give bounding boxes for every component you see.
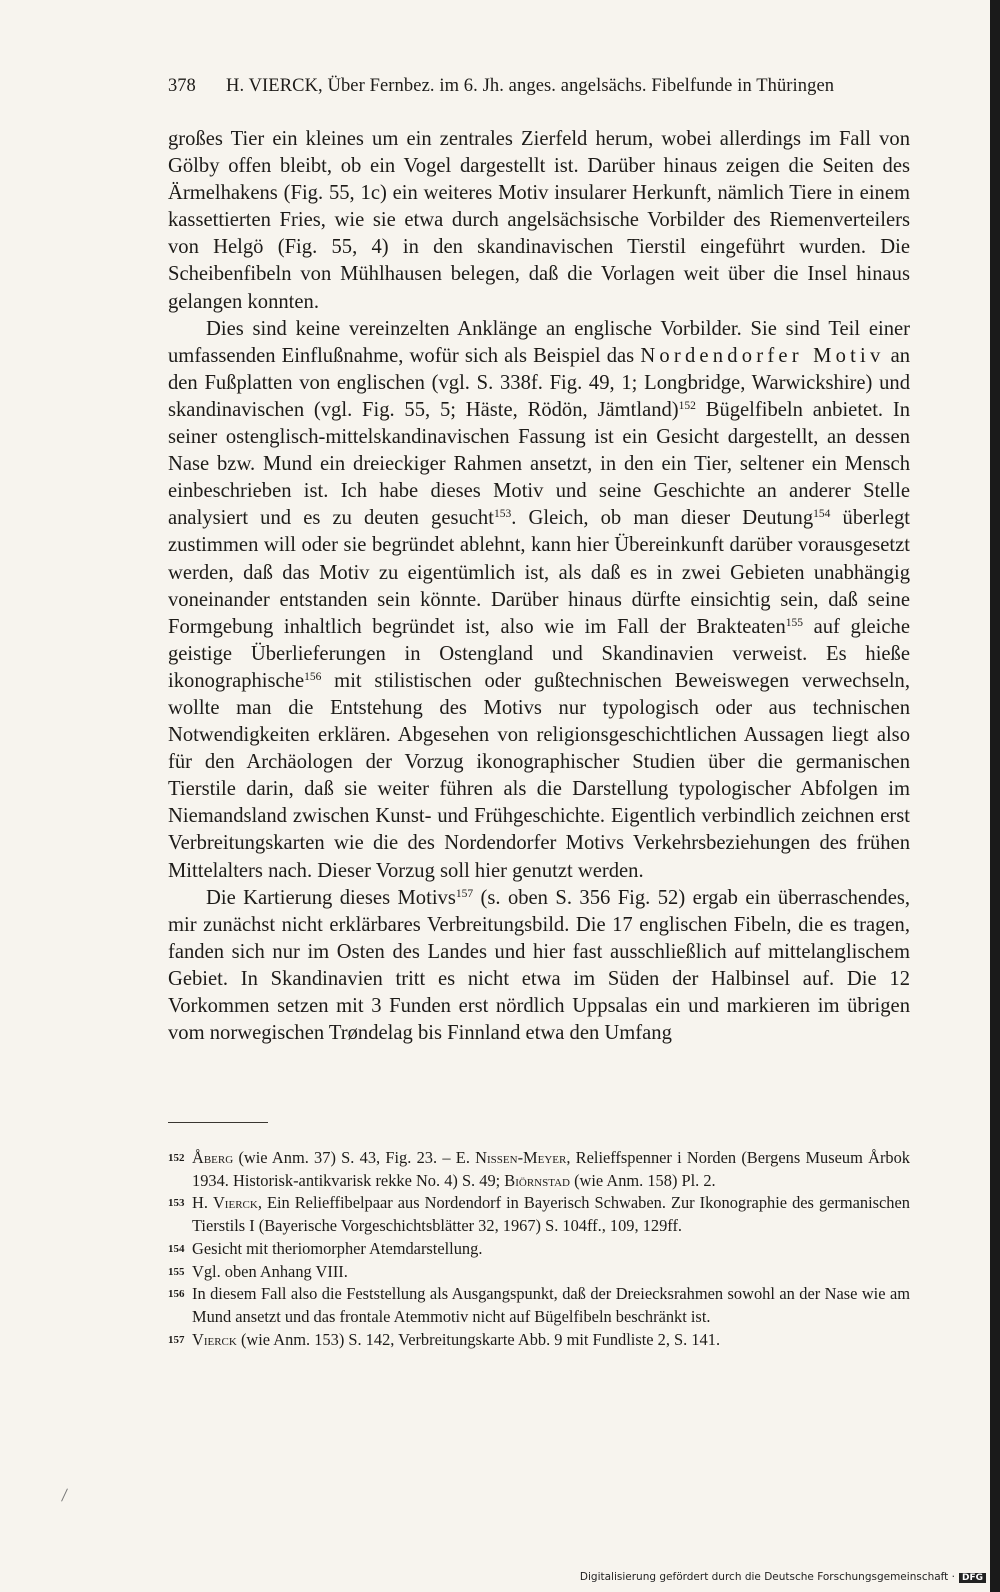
- text-run: (wie Anm. 37) S. 43, Fig. 23. – E.: [233, 1148, 476, 1167]
- footnote-text: [192, 1147, 910, 1192]
- text-run: Die Kartierung dieses Motivs: [206, 886, 456, 909]
- scan-page-edge: [990, 0, 1000, 1592]
- author-name: Vierck: [212, 1193, 258, 1213]
- footnote-number: 157: [168, 1333, 185, 1346]
- paragraph-1: großes Tier ein kleines um ein zentrales Zierfeld herum, wobei allerdings im Fall von Gölby offen bleibt, ob ein Vogel dargestellt ist. Darüber hinaus zeigen die Seiten des Ärmelhakens (Fig. 55, 1c) ein weiteres Motiv insularer Herkunft, nämlich Tiere in einem kassettierten Fries, wie sie etwa durch angelsächsische Vorbilder des Riemenverteilers von Helgö (Fig. 55, 4) in den skandinavischen Tierstil eingeführt wurden. Die Scheibenfibeln von Mühlhausen belegen, daß die Vorlagen weit über die Insel hinaus gelangen konnten.: [168, 128, 910, 313]
- dfg-logo: DFG: [959, 1573, 986, 1583]
- pencil-mark: [61, 1488, 68, 1501]
- footnote-ref-155[interactable]: 155: [785, 616, 803, 629]
- footnote-text: [192, 1329, 910, 1352]
- footer-text: Digitalisierung gefördert durch die Deutsche Forschungsgemeinschaft ·: [579, 1571, 955, 1583]
- footnote-text: Gesicht mit theriomorpher Atemdarstellung.: [192, 1238, 483, 1258]
- footnote-ref-154[interactable]: 154: [813, 508, 831, 521]
- footnote-number: 156: [168, 1288, 185, 1301]
- text-run: Bügelfibeln anbietet. In seiner ostenglisch-mittelskandinavischen Fassung ist ein Gesicht dargestellt, an dessen Nase bzw. Mund ein dreieckiger Rahmen ansetzt, in den ein Tier, seltener ein Mensch einbeschrieben ist. Ich habe dieses Motiv und seine Geschichte an anderer Stelle analysiert und es zu deuten gesucht: [168, 398, 911, 530]
- footnote-rule: [168, 1122, 268, 1123]
- footnote-ref-157[interactable]: 157: [455, 887, 474, 900]
- footnote-ref-156[interactable]: 156: [304, 670, 322, 683]
- text-run: (s. oben S. 356 Fig. 52) ergab ein überraschendes, mir zunächst nicht erklärbares Verbreitungsbild. Die 17 englischen Fibeln, die es tragen, fanden sich nur im Osten des Landes und hier fast ausschließlich auf mittelanglischem Gebiet. In Skandinavien tritt es nicht etwa im Süden der Halbinsel auf. Die 12 Vorkommen setzen mit 3 Funden erst nördlich Uppsalas ein und markieren im übrigen vom norwegischen Trøndelag bis Finnland etwa den Umfang: [168, 886, 910, 1045]
- author-name: Åberg: [192, 1148, 234, 1167]
- running-title: H. VIERCK, Über Fernbez. im 6. Jh. anges. angelsächs. Fibelfunde in Thüringen: [226, 76, 835, 96]
- text-run: an den Fußplatten von englischen (vgl. S. 338f. Fig. 49, 1; Longbridge, Warwickshire) und skandinavischen (vgl. Fig. 55, 5; Häste, Rödön, Jämtland): [168, 344, 911, 421]
- footnote-156: [168, 1283, 910, 1328]
- paragraph-2: [168, 316, 910, 885]
- running-header: [168, 76, 910, 97]
- footnote-ref-153[interactable]: 153: [493, 508, 512, 521]
- text-run: Dies sind keine vereinzelten Anklänge an englische Vorbilder. Sie sind Teil einer umfassenden Einflußnahme, wofür sich als Beispiel das: [168, 317, 910, 367]
- author-name: Nissen-Meyer: [475, 1148, 567, 1167]
- digitization-footer: [580, 1571, 986, 1583]
- text-run: H.: [192, 1193, 213, 1213]
- footnote-152: [168, 1147, 910, 1192]
- footnote-number: 152: [168, 1152, 185, 1164]
- footnote-text: [192, 1192, 910, 1237]
- footnote-155: [168, 1261, 910, 1284]
- main-text: [168, 126, 910, 1047]
- text-run: mit stilistischen oder gußtechnischen Beweiswegen verwechseln, wollte man die Entstehung des Motivs nur typologisch oder aus technischen Notwendigkeiten erklären. Abgesehen von religionsgeschichtlichen Aussagen liegt also für den Archäologen der Vorzug ikonographischer Studien über die germanischen Tierstile darin, daß sie weiter führen als die Darstellung typologischer Abfolgen im Niemandsland zwischen Kunst- und Frühgeschichte. Eigentlich verbindlich zeichnen erst Verbreitungskarten wie die des Nordendorfer Motivs Verkehrsbeziehungen des frühen Mittelalters nach. Dieser Vorzug soll hier genutzt werden.: [168, 669, 910, 882]
- text-run: überlegt zustimmen will oder sie begründet ablehnt, kann hier Übereinkunft darüber vorausgesetzt werden, daß das Motiv zu eigentümlich ist, als daß es in zwei Gebieten unabhängig voneinander entstanden sein könnte. Darüber hinaus dürfte einsichtig sein, daß seine Formgebung inhaltlich begründet ist, also wie im Fall der Brakteaten: [168, 507, 911, 638]
- text-run: , Relieffspenner i Norden (Bergens Museum Årbok 1934. Historisk-antikvarisk rekke No. 4) S. 49;: [192, 1148, 910, 1190]
- spaced-term: Nordendorfer Motiv: [640, 344, 885, 367]
- footnote-text: In diesem Fall also die Feststellung als Ausgangspunkt, daß der Dreiecksrahmen sowohl an der Nase wie am Mund ansetzt und das frontale Atemmotiv nicht auf Bügelfibeln beschränkt ist.: [192, 1284, 910, 1326]
- author-name: Vierck: [192, 1329, 237, 1349]
- author-name: Biörnstad: [504, 1170, 570, 1190]
- text-run: auf gleiche geistige Überlieferungen in Ostengland und Skandinavien verweist. Es hieße ikonographische: [168, 615, 910, 692]
- footnote-number: 154: [168, 1242, 185, 1255]
- text-run: , Ein Relieffibelpaar aus Nordendorf in Bayerisch Schwaben. Zur Ikonographie des germanischen Tierstils I (Bayerische Vorgeschichtsblätter 32, 1967) S. 104ff., 109, 129ff.: [192, 1193, 910, 1236]
- footnote-154: [168, 1238, 910, 1261]
- text-run: (wie Anm. 158) Pl. 2.: [569, 1170, 716, 1190]
- footnote-number: 153: [168, 1197, 185, 1210]
- text-run: . Gleich, ob man dieser Deutung: [511, 507, 814, 530]
- paragraph-3: [168, 885, 910, 1048]
- footnote-153: [168, 1192, 910, 1237]
- footnotes: [168, 1147, 910, 1351]
- footnote-text: Vgl. oben Anhang VIII.: [192, 1261, 348, 1281]
- footnote-number: 155: [168, 1265, 185, 1278]
- text-run: (wie Anm. 153) S. 142, Verbreitungskarte Abb. 9 mit Fundliste 2, S. 141.: [236, 1329, 721, 1349]
- footnote-157: [168, 1329, 910, 1352]
- page-number: 378: [168, 76, 196, 96]
- footnote-ref-152[interactable]: 152: [678, 399, 696, 412]
